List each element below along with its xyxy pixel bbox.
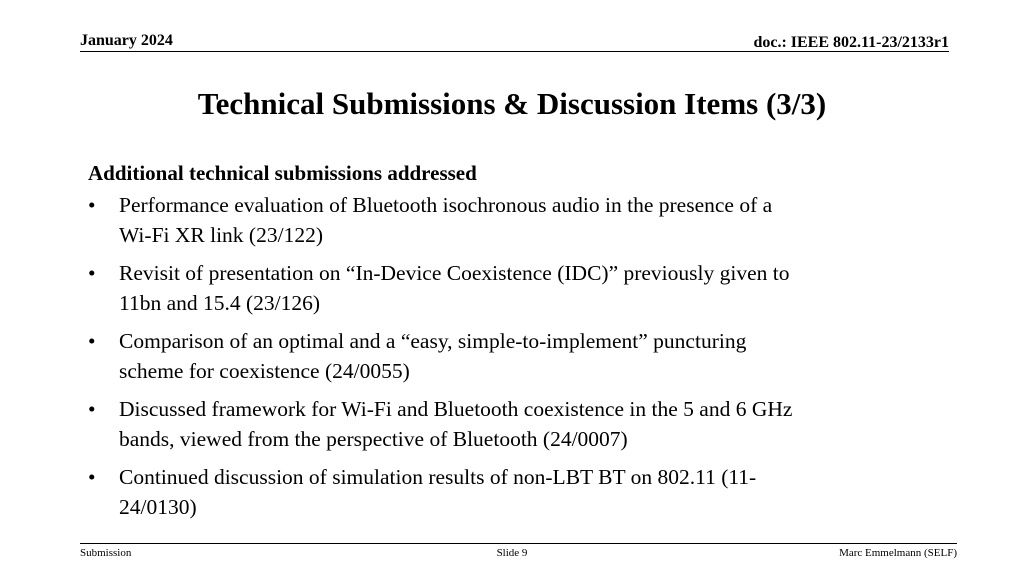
bullet-line: Comparison of an optimal and a “easy, simple-to-implement” puncturing bbox=[119, 329, 747, 353]
footer-author: Marc Emmelmann (SELF) bbox=[839, 547, 957, 559]
header-doc-id: doc.: IEEE 802.11-23/2133r1 bbox=[753, 34, 949, 51]
bullet-item bbox=[88, 326, 948, 386]
bullet-icon: • bbox=[88, 329, 96, 353]
bullet-line: bands, viewed from the perspective of Bluetooth (24/0007) bbox=[119, 427, 628, 451]
bullet-item bbox=[88, 462, 948, 522]
bullet-icon: • bbox=[88, 261, 96, 285]
slide-title: Technical Submissions & Discussion Items (3/3) bbox=[197, 86, 827, 121]
bullet-item bbox=[88, 190, 948, 250]
header-divider bbox=[80, 51, 949, 52]
bullet-item bbox=[88, 258, 948, 318]
bullet-icon: • bbox=[88, 193, 96, 217]
footer-slide-number: Slide 9 bbox=[496, 547, 528, 559]
bullet-line: Performance evaluation of Bluetooth isochronous audio in the presence of a bbox=[119, 193, 773, 217]
bullet-line: scheme for coexistence (24/0055) bbox=[119, 359, 410, 383]
bullet-line: Continued discussion of simulation results of non-LBT BT on 802.11 (11- bbox=[119, 465, 757, 489]
bullet-line: Discussed framework for Wi-Fi and Bluetooth coexistence in the 5 and 6 GHz bbox=[119, 397, 793, 421]
section-subheading: Additional technical submissions addressed bbox=[88, 161, 477, 185]
footer-divider bbox=[80, 543, 957, 544]
bullet-list bbox=[88, 190, 948, 522]
footer-submission-label: Submission bbox=[80, 547, 132, 559]
bullet-icon: • bbox=[88, 397, 96, 421]
bullet-line: 11bn and 15.4 (23/126) bbox=[119, 291, 321, 315]
bullet-line: Wi-Fi XR link (23/122) bbox=[119, 223, 323, 247]
header-date: January 2024 bbox=[80, 32, 173, 49]
bullet-item bbox=[88, 394, 948, 454]
bullet-icon: • bbox=[88, 465, 96, 489]
bullet-line: Revisit of presentation on “In-Device Coexistence (IDC)” previously given to bbox=[119, 261, 790, 285]
bullet-line: 24/0130) bbox=[119, 495, 197, 519]
slide-body bbox=[88, 158, 948, 530]
